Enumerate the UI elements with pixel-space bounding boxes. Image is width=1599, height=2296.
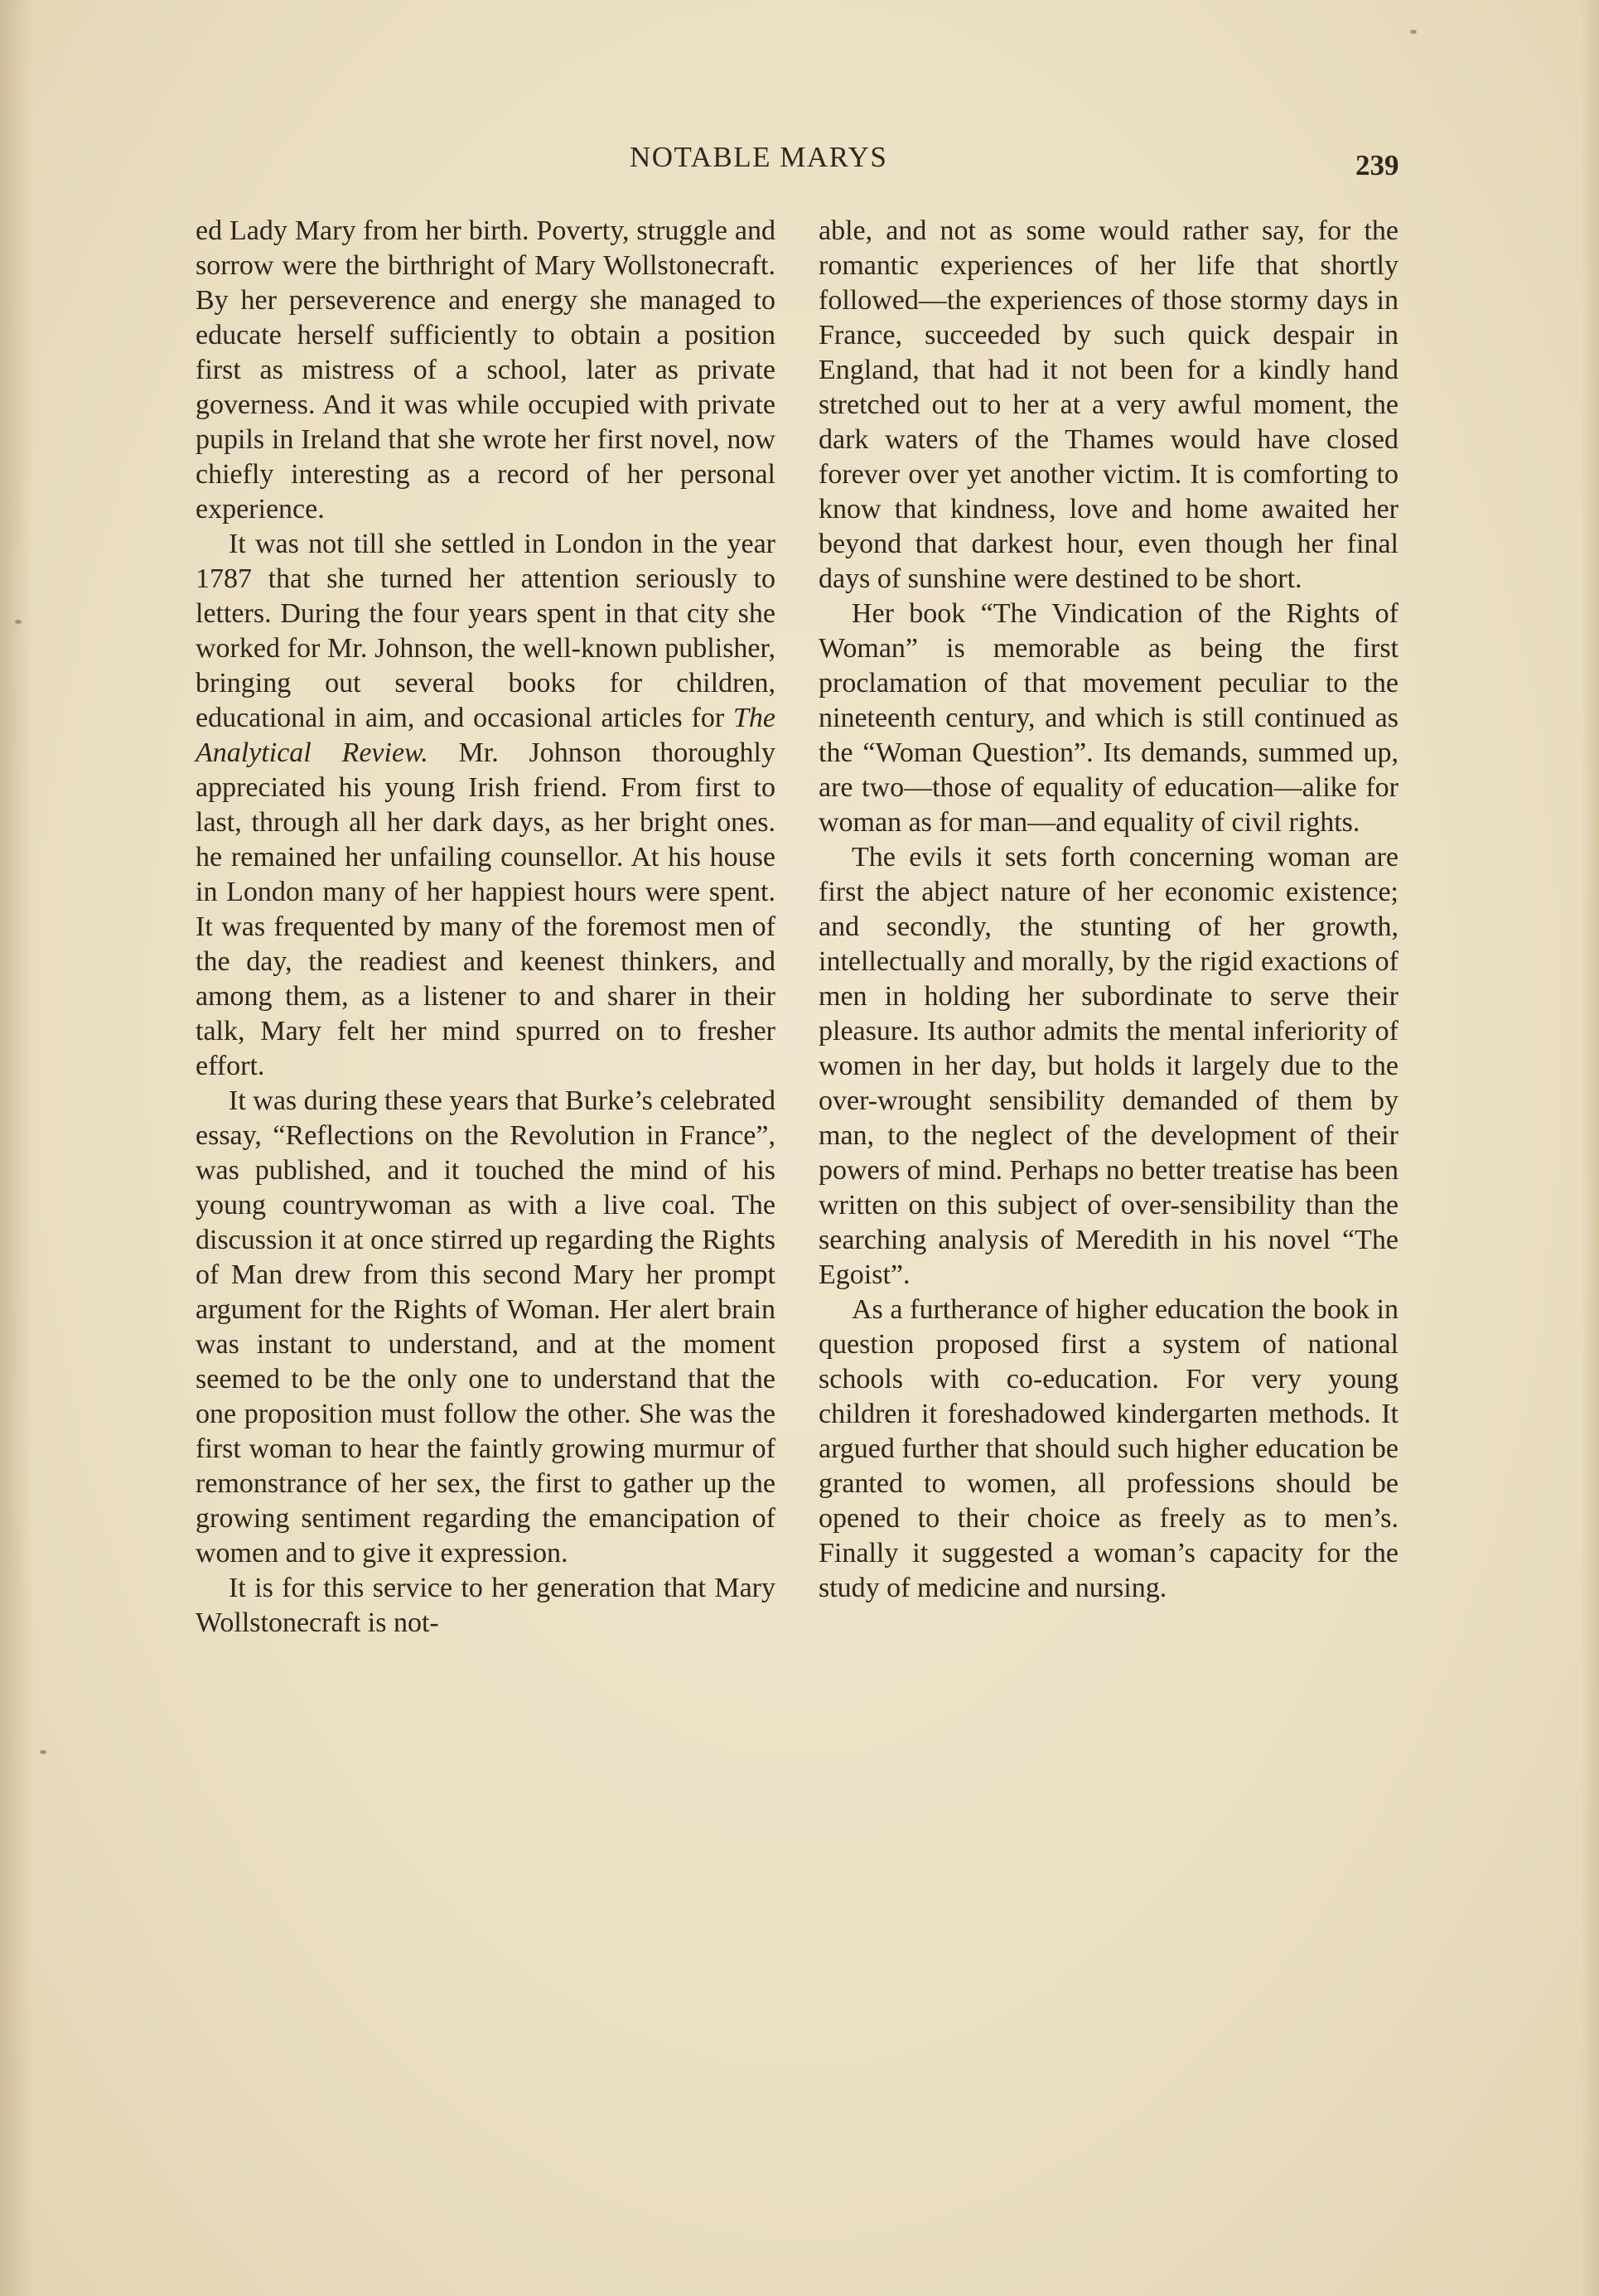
paragraph-text: It was not till she settled in London in the year 1787 that she turned her attention seriously to letters. During the four years spent in that city she worked for Mr. Johnson, the well-known publisher, bringing out several books for children, educational in aim, and occasional articles for — [196, 529, 775, 733]
right-column — [819, 214, 1399, 1606]
paper-speck — [40, 1750, 46, 1754]
paper-speck — [15, 620, 22, 624]
paragraph-text: Mr. Johnson thoroughly appreciated his young Irish friend. From first to last, through all her dark days, as her bright ones. he remained her unfailing counsellor. At his house in London many of her happiest hours were spent. It was frequented by many of the foremost men of the day, the readiest and keenest thinkers, and among them, as a listener to and sharer in their talk, Mary felt her mind spurred on to fresher effort. — [196, 737, 775, 1081]
paragraph: able, and not as some would rather say, for the romantic experiences of her life that shortly followed—the experiences of those stormy days in France, succeeded by such quick despair in England, that had it not been for a kindly hand stretched out to her at a very awful moment, the dark waters of the Thames would have closed forever over yet another victim. It is comforting to know that kindness, love and home awaited her beyond that darkest hour, even though her final days of sunshine were destined to be short. — [819, 215, 1399, 594]
paragraph: Her book “The Vindication of the Rights of Woman” is memorable as being the first proclamation of that movement peculiar to the nineteenth century, and which is still continued as the “Woman Question”. Its demands, summed up, are two—those of equality of education—alike for woman as for man—and equality of civil rights. — [819, 598, 1399, 838]
paragraph: It is for this service to her generation that Mary Wollstonecraft is not- — [196, 1573, 775, 1638]
page-edge-shadow — [1581, 0, 1599, 2296]
journal-title: The Analytical Review. — [196, 703, 775, 768]
paragraph: The evils it sets forth concerning woman are first the abject nature of her economic existence; and secondly, the stunting of her growth, intellectually and morally, by the rigid exactions of men in holding her subordinate to serve their pleasure. Its author admits the mental inferiority of women in her day, but holds it largely due to the over-wrought sensibility demanded of them by man, to the neglect of the development of their powers of mind. Perhaps no better treatise has been written on this subject of over-sensibility than the searching analysis of Meredith in his novel “The Egoist”. — [819, 842, 1399, 1290]
running-title: NOTABLE MARYS — [630, 141, 888, 173]
left-column — [196, 214, 775, 1641]
paragraph: As a furtherance of higher education the book in question proposed first a system of national schools with co-education. For very young children it foreshadowed kindergarten methods. It argued further that should such higher education be granted to women, all professions should be opened to their choice as freely as to men’s. Finally it suggested a woman’s capacity for the study of medicine and nursing. — [819, 1294, 1399, 1603]
binding-gutter-shadow — [0, 0, 33, 2296]
paragraph: ed Lady Mary from her birth. Poverty, struggle and sorrow were the birthright of Mary Wollstonecraft. By her perseverence and energy she managed to educate herself sufficiently to obtain a position first as mistress of a school, later as private governess. And it was while occupied with private pupils in Ireland that she wrote her first novel, now chiefly interesting as a record of her personal experience. — [196, 215, 775, 524]
paper-speck — [1410, 30, 1417, 34]
paragraph — [196, 527, 775, 1084]
paragraph: It was during these years that Burke’s celebrated essay, “Reflections on the Revolution in France”, was published, and it touched the mind of his young countrywoman as with a live coal. The discussion it at once stirred up regarding the Rights of Man drew from this second Mary her prompt argument for the Rights of Woman. Her alert brain was instant to understand, and at the moment seemed to be the only one to understand that the one proposition must follow the other. She was the first woman to hear the faintly growing murmur of remonstrance of her sex, the first to gather up the growing sentiment regarding the emancipation of women and to give it expression. — [196, 1085, 775, 1569]
page-number: 239 — [1355, 149, 1399, 181]
